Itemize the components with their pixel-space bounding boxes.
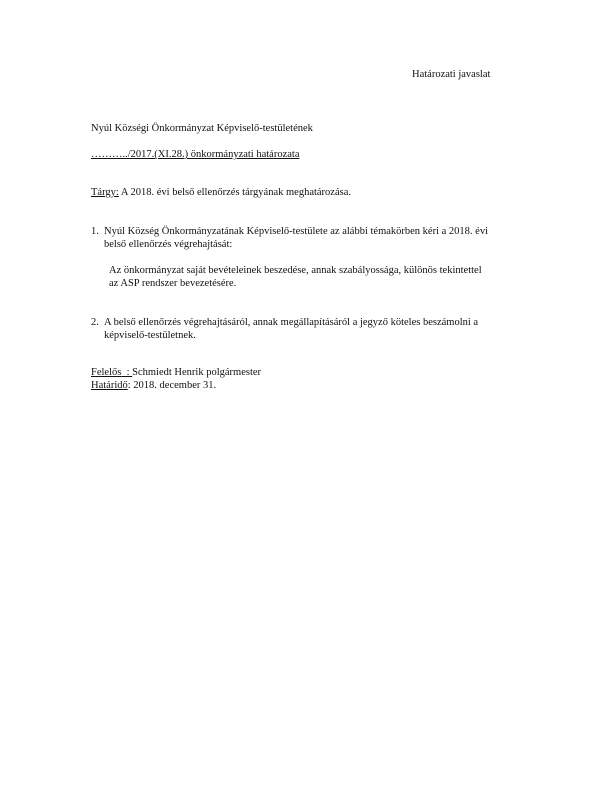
item-2-number: 2. bbox=[91, 317, 99, 328]
item-1-number: 1. bbox=[91, 226, 99, 237]
responsible-value: Schmiedt Henrik polgármester bbox=[132, 367, 262, 378]
addressee: Nyúl Községi Önkormányzat Képviselő-testületének bbox=[91, 123, 313, 134]
item-1-line2: belső ellenőrzés végrehajtását: bbox=[104, 239, 233, 250]
topic-line1: Az önkormányzat saját bevételeinek beszedése, annak szabályossága, különös tekintettel bbox=[109, 265, 482, 276]
subject-line bbox=[91, 186, 351, 199]
item-1-line1: Nyúl Község Önkormányzatának Képviselő-testülete az alábbi témakörben kéri a 2018. évi bbox=[104, 226, 488, 237]
deadline-label: Határidő bbox=[91, 380, 128, 391]
topic-line2: az ASP rendszer bevezetésére. bbox=[109, 278, 237, 289]
deadline-line bbox=[91, 379, 216, 392]
responsible-label: Felelős bbox=[91, 367, 122, 378]
deadline-separator: : bbox=[127, 380, 134, 391]
proposal-label: Határozati javaslat bbox=[412, 69, 491, 80]
item-2-line2: képviselő-testületnek. bbox=[104, 330, 196, 341]
deadline-value: 2018. december 31. bbox=[133, 380, 217, 391]
responsible-separator: : bbox=[121, 367, 133, 378]
item-2-line1: A belső ellenőrzés végrehajtásáról, annak megállapításáról a jegyző köteles beszámolni a bbox=[104, 317, 479, 328]
subject-text: A 2018. évi belső ellenőrzés tárgyának meghatározása. bbox=[120, 187, 351, 198]
subject-label: Tárgy: bbox=[91, 187, 119, 198]
responsible-line bbox=[91, 366, 261, 379]
resolution-number: ………../2017.(XI.28.) önkormányzati határozata bbox=[91, 149, 300, 160]
